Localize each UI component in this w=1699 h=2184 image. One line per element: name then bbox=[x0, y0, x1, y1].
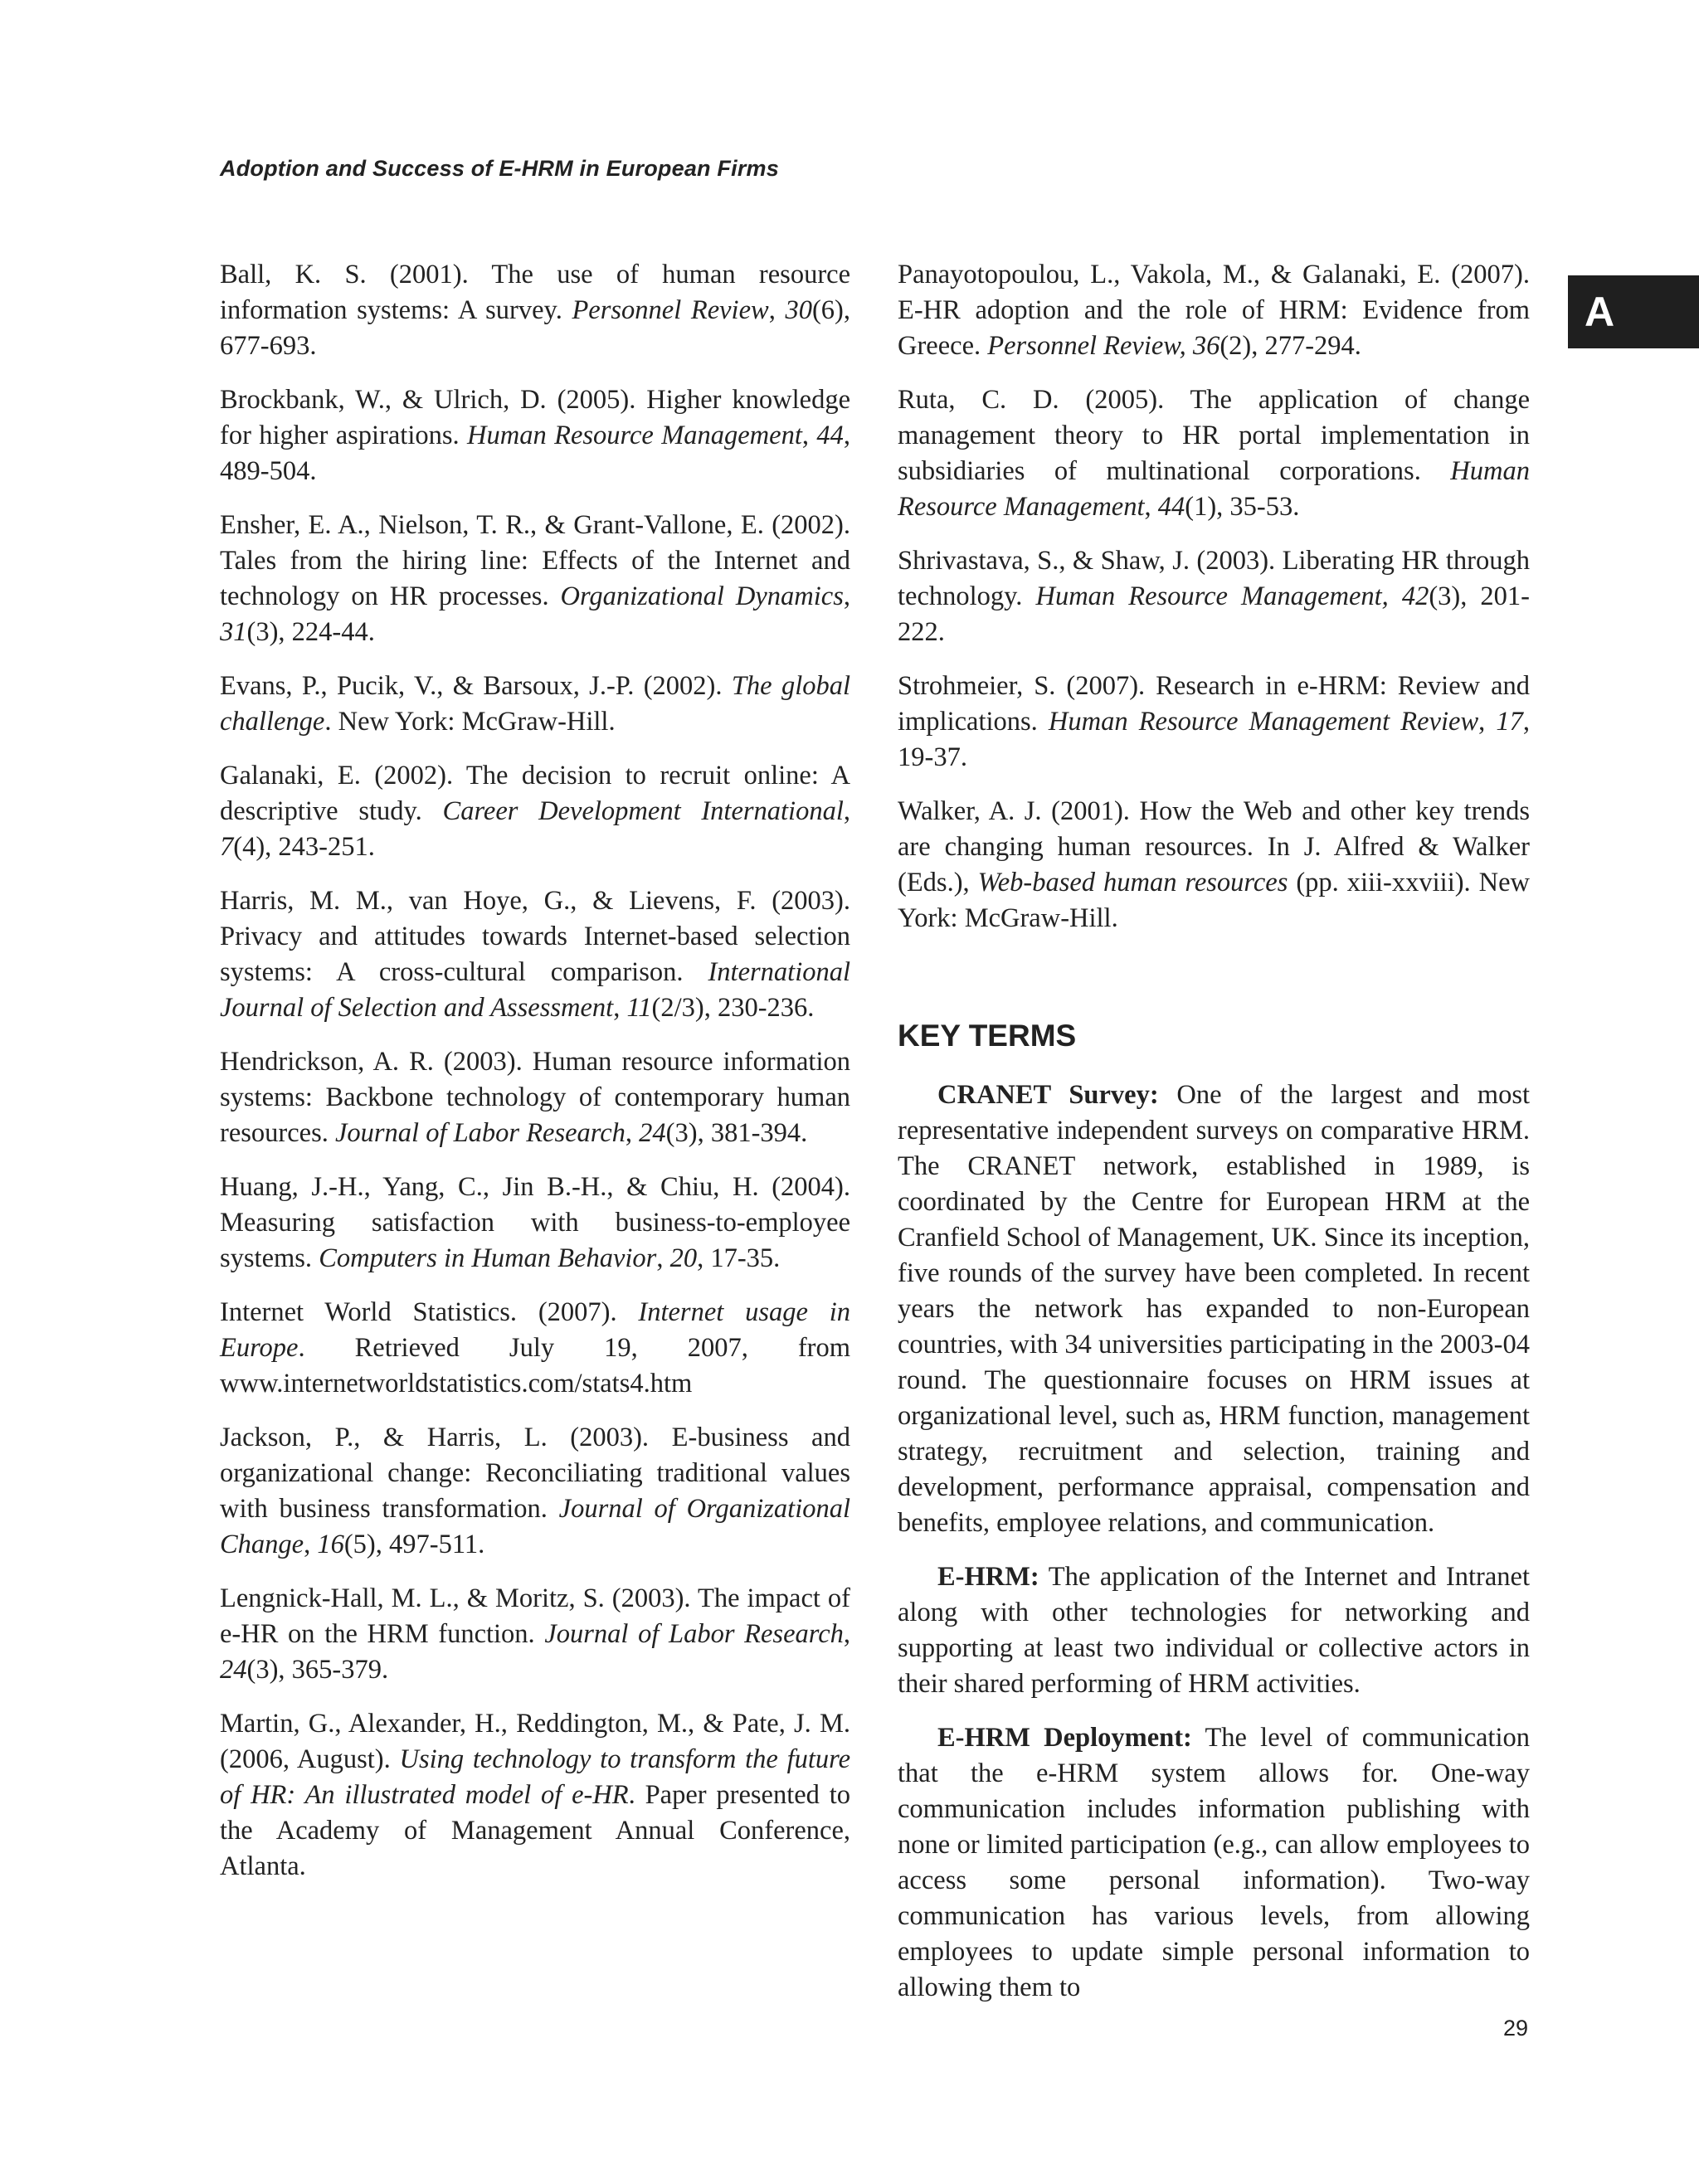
key-terms-list bbox=[898, 1077, 1530, 2006]
key-term-entry bbox=[898, 1077, 1530, 1541]
reference-entry: Internet World Statistics. (2007). Internet usage in Europe. Retrieved July 19, 2007, from www.internetworldstatistics.com/stats4.htm bbox=[220, 1297, 851, 1398]
key-term-label: E-HRM: bbox=[937, 1562, 1039, 1592]
reference-entry: Lengnick-Hall, M. L., & Moritz, S. (2003). The impact of e-HR on the HRM function. Journal of Labor Research, 24(3), 365-379. bbox=[220, 1583, 850, 1685]
key-term-definition: The application of the Internet and Intranet along with other technologies for networking and supporting at least two individual or collective actors in their shared performing of HRM activities. bbox=[898, 1562, 1530, 1699]
reference-list-left bbox=[220, 257, 850, 1885]
key-terms-heading: KEY TERMS bbox=[898, 1019, 1077, 1053]
reference-entry: Ball, K. S. (2001). The use of human resource information systems: A survey. Personnel Review, 30(6), 677-693. bbox=[220, 260, 850, 361]
key-term-entry bbox=[898, 1720, 1530, 2006]
key-term-label: E-HRM Deployment: bbox=[937, 1723, 1192, 1753]
reference-entry: Strohmeier, S. (2007). Research in e-HRM: Review and implications. Human Resource Management Review, 17, 19-37. bbox=[898, 671, 1530, 772]
page-number: 29 bbox=[1503, 2016, 1529, 2041]
left-column bbox=[220, 257, 850, 1903]
reference-entry: Brockbank, W., & Ulrich, D. (2005). Higher knowledge for higher aspirations. Human Resource Management, 44, 489-504. bbox=[220, 385, 851, 486]
reference-entry: Evans, P., Pucik, V., & Barsoux, J.-P. (2002). The global challenge. New York: McGraw-Hill. bbox=[220, 671, 851, 737]
running-head: Adoption and Success of E-HRM in European Firms bbox=[220, 156, 779, 181]
reference-entry: Ensher, E. A., Nielson, T. R., & Grant-Vallone, E. (2002). Tales from the hiring line: Effects of the Internet and technology on HR processes. Organizational Dynamics, 31(3), 224-44. bbox=[220, 510, 850, 647]
reference-entry: Martin, G., Alexander, H., Reddington, M., & Pate, J. M. (2006, August). Using technology to transform the future of HR: An illustrated model of e-HR. Paper presented to the Academy of Management Annual Conference, Atlanta. bbox=[220, 1709, 850, 1881]
reference-entry: Hendrickson, A. R. (2003). Human resource information systems: Backbone technology of contemporary human resources. Journal of Labor Research, 24(3), 381-394. bbox=[220, 1047, 850, 1148]
key-term-definition: One of the largest and most representative independent surveys on comparative HRM. The CRANET network, established in 1989, is coordinated by the Centre for European HRM at the Cranfield School of Management, UK. Since its inception, five rounds of the survey have been completed. In recent years the network has expanded to non-European countries, with 34 universities participating in the 2003-04 round. The questionnaire focuses on HRM issues at organizational level, such as, HRM function, management strategy, recruitment and selection, training and development, performance appraisal, compensation and benefits, employee relations, and communication. bbox=[898, 1080, 1530, 1538]
reference-list-right bbox=[898, 257, 1530, 936]
key-term-label: CRANET Survey: bbox=[937, 1080, 1159, 1110]
key-term-entry bbox=[898, 1559, 1530, 1702]
reference-entry: Huang, J.-H., Yang, C., Jin B.-H., & Chiu, H. (2004). Measuring satisfaction with business-to-employee systems. Computers in Human Behavior, 20, 17-35. bbox=[220, 1172, 850, 1273]
reference-entry: Panayotopoulou, L., Vakola, M., & Galanaki, E. (2007). E-HR adoption and the role of HRM: Evidence from Greece. Personnel Review, 36(2), 277-294. bbox=[898, 260, 1530, 361]
reference-entry: Shrivastava, S., & Shaw, J. (2003). Liberating HR through technology. Human Resource Management, 42(3), 201-222. bbox=[898, 546, 1530, 647]
section-thumb-tab: A bbox=[1568, 275, 1699, 348]
reference-entry: Harris, M. M., van Hoye, G., & Lievens, F. (2003). Privacy and attitudes towards Internet-based selection systems: A cross-cultural comparison. International Journal of Selection and Assessment, 11(2/3), 230-236. bbox=[220, 886, 850, 1023]
reference-entry: Walker, A. J. (2001). How the Web and other key trends are changing human resources. In J. Alfred & Walker (Eds.), Web-based human resources (pp. xiii-xxviii). New York: McGraw-Hill. bbox=[898, 796, 1530, 933]
key-term-definition: The level of communication that the e-HRM system allows for. One-way communication includes information publishing with none or limited participation (e.g., can allow employees to access some personal information). Two-way communication has various levels, from allowing employees to update simple personal information to allowing them to bbox=[898, 1723, 1530, 2002]
reference-entry: Galanaki, E. (2002). The decision to recruit online: A descriptive study. Career Development International, 7(4), 243-251. bbox=[220, 761, 850, 862]
right-column bbox=[898, 257, 1530, 2024]
reference-entry: Jackson, P., & Harris, L. (2003). E-business and organizational change: Reconciliating traditional values with business transformation. Journal of Organizational Change, 16(5), 497-511. bbox=[220, 1423, 851, 1559]
reference-entry: Ruta, C. D. (2005). The application of change management theory to HR portal implementation in subsidiaries of multinational corporations. Human Resource Management, 44(1), 35-53. bbox=[898, 385, 1530, 522]
